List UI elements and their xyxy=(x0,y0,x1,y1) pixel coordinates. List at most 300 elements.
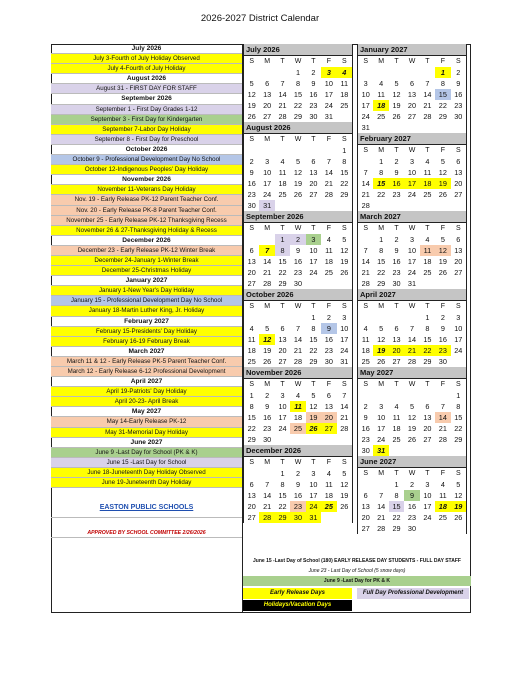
weekday-label: M xyxy=(378,381,385,388)
empty-day-cell xyxy=(358,312,373,323)
day-cell: 29 xyxy=(377,279,386,288)
day-cell: 4 xyxy=(425,157,430,166)
day-cell: 5 xyxy=(265,324,270,333)
day-cell: 5 xyxy=(295,157,301,166)
month-title: October 2026 xyxy=(244,289,352,301)
empty-day-cell xyxy=(321,200,336,211)
day-cell: 24 xyxy=(361,112,370,121)
empty-day-cell xyxy=(420,523,435,534)
day-cell: 15 xyxy=(423,335,432,344)
day-cell: 12 xyxy=(309,402,318,411)
day-cell: 19 xyxy=(293,179,303,188)
day-cell: 24 xyxy=(324,101,333,110)
event-item: March 11 & 12 - Early Release PK-5 Parent Teacher Conf. xyxy=(51,357,242,367)
day-cell: 16 xyxy=(293,491,303,500)
weekday-label: M xyxy=(378,303,385,310)
empty-day-cell xyxy=(373,122,388,133)
day-cell: 25 xyxy=(392,435,401,444)
day-cell: 8 xyxy=(394,491,399,500)
empty-day-cell xyxy=(275,434,290,445)
day-cell: 1 xyxy=(249,391,254,400)
day-cell: 3 xyxy=(409,235,415,244)
events-list xyxy=(51,44,243,613)
day-cell: 9 xyxy=(440,324,445,333)
event-item: December 25-Christmas Holiday xyxy=(51,266,242,276)
weekday-label: S xyxy=(363,303,369,310)
day-cell: 14 xyxy=(324,168,333,177)
event-item: Nov. 19 - Early Release PK-12 Parent Teacher Conf. xyxy=(51,195,242,205)
day-cell: 26 xyxy=(247,112,256,121)
day-cell: 20 xyxy=(263,101,272,110)
day-cell: 2 xyxy=(265,391,270,400)
day-cell: 17 xyxy=(454,335,463,344)
day-cell: 15 xyxy=(309,335,318,344)
day-cell: 19 xyxy=(435,178,450,189)
day-cell: 7 xyxy=(259,245,274,256)
day-cell: 4 xyxy=(394,402,399,411)
day-cell: 30 xyxy=(309,112,318,121)
empty-day-cell xyxy=(389,122,404,133)
day-cell: 18 xyxy=(278,179,287,188)
event-item: September 3 - First Day for Kindergarten xyxy=(51,115,242,125)
weekday-label: F xyxy=(326,58,331,65)
day-cell: 5 xyxy=(440,157,445,166)
day-cell: 19 xyxy=(263,346,272,355)
day-cell: 14 xyxy=(340,402,349,411)
event-item: November 11-Veterans Day Holiday xyxy=(51,185,242,195)
event-item: October 9 - Professional Development Day No School xyxy=(51,155,242,165)
day-cell: 15 xyxy=(435,89,450,100)
empty-day-cell xyxy=(321,145,336,156)
day-cell: 24 xyxy=(278,424,287,433)
day-cell: 2 xyxy=(394,157,399,166)
day-cell: 6 xyxy=(280,324,285,333)
empty-day-cell xyxy=(259,67,274,78)
day-cell: 25 xyxy=(340,101,349,110)
weekday-label: F xyxy=(440,381,445,388)
day-cell: 26 xyxy=(306,423,321,434)
month-day-grid xyxy=(358,301,466,367)
weekday-label: S xyxy=(363,225,369,232)
day-cell: 29 xyxy=(293,112,303,121)
weekday-label: T xyxy=(311,381,316,388)
day-cell: 4 xyxy=(249,324,254,333)
weekday-label: M xyxy=(378,225,385,232)
day-cell: 11 xyxy=(423,168,432,177)
day-cell: 13 xyxy=(263,90,272,99)
day-cell: 27 xyxy=(454,190,463,199)
weekday-label: M xyxy=(378,470,385,477)
month-title: June 2027 xyxy=(358,456,466,468)
day-cell: 16 xyxy=(309,90,318,99)
weekday-label: M xyxy=(264,303,271,310)
day-cell: 8 xyxy=(379,246,384,255)
empty-day-cell xyxy=(275,145,290,156)
empty-day-cell xyxy=(389,312,404,323)
day-cell: 12 xyxy=(340,246,349,255)
day-cell: 27 xyxy=(278,357,287,366)
day-cell: 15 xyxy=(278,257,287,266)
day-cell: 28 xyxy=(278,112,287,121)
day-cell: 22 xyxy=(392,513,401,522)
day-cell: 1 xyxy=(280,469,285,478)
day-cell: 15 xyxy=(278,491,287,500)
day-cell: 6 xyxy=(409,79,415,88)
day-cell: 7 xyxy=(379,491,384,500)
month-calendar xyxy=(243,289,353,367)
weekday-label: W xyxy=(408,58,416,65)
weekday-label: S xyxy=(341,136,347,143)
day-cell: 10 xyxy=(309,480,318,489)
empty-day-cell xyxy=(321,278,336,289)
weekday-label: S xyxy=(455,470,461,477)
month-day-grid xyxy=(358,56,466,133)
day-cell: 15 xyxy=(340,168,349,177)
day-cell: 24 xyxy=(377,435,386,444)
day-cell: 22 xyxy=(454,424,463,433)
day-cell: 12 xyxy=(438,168,447,177)
day-cell: 3 xyxy=(280,391,285,400)
day-cell: 19 xyxy=(340,257,349,266)
weekday-label: S xyxy=(341,459,347,466)
day-cell: 13 xyxy=(324,402,333,411)
day-cell: 14 xyxy=(407,335,417,344)
month-calendar xyxy=(357,289,467,367)
day-cell: 12 xyxy=(435,245,450,256)
day-cell: 21 xyxy=(361,190,370,199)
day-cell: 26 xyxy=(263,357,272,366)
day-cell: 29 xyxy=(247,435,256,444)
event-item: February 16-19 February Break xyxy=(51,337,242,347)
day-cell: 1 xyxy=(311,313,316,322)
day-cell: 13 xyxy=(247,491,256,500)
day-cell: 31 xyxy=(361,123,370,132)
day-cell: 8 xyxy=(456,402,461,411)
weekday-label: S xyxy=(455,303,461,310)
day-cell: 15 xyxy=(389,501,404,512)
empty-day-cell xyxy=(306,278,321,289)
day-cell: 20 xyxy=(454,179,463,188)
day-cell: 10 xyxy=(324,79,333,88)
day-cell: 21 xyxy=(278,101,287,110)
day-cell: 2 xyxy=(326,313,331,322)
empty-day-cell xyxy=(337,111,352,122)
day-cell: 20 xyxy=(278,346,287,355)
day-cell: 30 xyxy=(407,524,417,533)
day-cell: 27 xyxy=(309,190,318,199)
empty-day-cell xyxy=(358,390,373,401)
day-cell: 11 xyxy=(420,245,435,256)
empty-day-cell xyxy=(321,512,336,523)
day-cell: 12 xyxy=(454,491,463,500)
weekday-label: W xyxy=(294,303,302,310)
weekday-label: T xyxy=(425,470,430,477)
empty-day-cell xyxy=(306,434,321,445)
legend-full-day-pd: Full Day Professional Development xyxy=(357,588,469,599)
event-item: December 24-January 1-Winter Break xyxy=(51,256,242,266)
day-cell: 10 xyxy=(361,90,370,99)
day-cell: 12 xyxy=(392,90,401,99)
day-cell: 9 xyxy=(394,168,399,177)
weekday-label: W xyxy=(408,225,416,232)
day-cell: 1 xyxy=(456,391,461,400)
month-calendar xyxy=(243,445,353,523)
day-cell: 8 xyxy=(295,79,301,88)
day-cell: 30 xyxy=(392,279,401,288)
event-item: June 9 -Last Day for School (PK & K) xyxy=(51,448,242,458)
empty-day-cell xyxy=(244,145,259,156)
legend-early-release: Early Release Days xyxy=(243,588,352,599)
day-cell: 13 xyxy=(278,335,287,344)
empty-day-cell xyxy=(306,145,321,156)
month-day-grid xyxy=(358,379,466,456)
weekday-label: T xyxy=(425,58,430,65)
day-cell: 5 xyxy=(342,235,347,244)
day-cell: 17 xyxy=(278,413,287,422)
day-cell: 20 xyxy=(361,513,370,522)
day-cell: 16 xyxy=(324,335,333,344)
day-cell: 23 xyxy=(290,501,305,512)
day-cell: 11 xyxy=(247,335,256,344)
day-cell: 17 xyxy=(263,179,272,188)
weekday-label: S xyxy=(341,303,347,310)
event-item: June 18-Juneteenth Day Holiday Observed xyxy=(51,468,242,478)
day-cell: 14 xyxy=(278,90,287,99)
event-item: September 1 - First Day Grades 1-12 xyxy=(51,105,242,115)
day-cell: 12 xyxy=(340,480,349,489)
day-cell: 10 xyxy=(263,168,272,177)
month-day-grid xyxy=(244,223,352,289)
empty-day-cell xyxy=(389,445,404,456)
day-cell: 18 xyxy=(324,491,333,500)
day-cell: 7 xyxy=(425,79,430,88)
day-cell: 3 xyxy=(379,402,384,411)
event-item: Nov. 20 - Early Release PK-8 Parent Teacher Conf. xyxy=(51,206,242,216)
day-cell: 23 xyxy=(435,345,450,356)
month-day-grid xyxy=(244,379,352,445)
month-title: July 2026 xyxy=(244,44,352,56)
day-cell: 27 xyxy=(247,513,256,522)
day-cell: 15 xyxy=(377,257,386,266)
day-cell: 1 xyxy=(295,68,301,77)
day-cell: 27 xyxy=(392,357,401,366)
day-cell: 18 xyxy=(423,257,432,266)
day-cell: 6 xyxy=(249,246,254,255)
day-cell: 21 xyxy=(404,345,419,356)
day-cell: 13 xyxy=(454,168,463,177)
day-cell: 28 xyxy=(423,112,432,121)
day-cell: 31 xyxy=(373,445,388,456)
day-cell: 26 xyxy=(407,435,417,444)
approval-note: APPROVED BY SCHOOL COMMITTEE 2/26/2026 xyxy=(51,528,242,538)
day-cell: 29 xyxy=(278,279,287,288)
day-cell: 1 xyxy=(379,157,384,166)
day-cell: 15 xyxy=(293,90,303,99)
empty-day-cell xyxy=(373,67,388,78)
weekday-label: S xyxy=(249,136,255,143)
month-title: September 2026 xyxy=(244,211,352,223)
empty-day-cell xyxy=(435,278,450,289)
day-cell: 1 xyxy=(379,235,384,244)
day-cell: 21 xyxy=(423,101,432,110)
day-cell: 7 xyxy=(363,168,368,177)
day-cell: 21 xyxy=(438,424,447,433)
day-cell: 27 xyxy=(454,268,463,277)
empty-day-cell xyxy=(373,479,388,490)
document-title: 2026-2027 District Calendar xyxy=(200,13,320,24)
day-cell: 16 xyxy=(293,257,303,266)
month-calendar xyxy=(357,44,467,133)
day-cell: 1 xyxy=(435,67,450,78)
day-cell: 29 xyxy=(392,524,401,533)
day-cell: 19 xyxy=(392,101,401,110)
empty-day-cell xyxy=(451,122,466,133)
day-cell: 3 xyxy=(265,157,270,166)
day-cell: 18 xyxy=(373,100,388,111)
day-cell: 18 xyxy=(392,424,401,433)
day-cell: 22 xyxy=(278,502,287,511)
day-cell: 28 xyxy=(407,357,417,366)
month-calendar xyxy=(357,133,467,211)
empty-day-cell xyxy=(275,200,290,211)
day-cell: 9 xyxy=(394,246,399,255)
day-cell: 18 xyxy=(293,413,303,422)
day-cell: 6 xyxy=(425,402,430,411)
day-cell: 8 xyxy=(311,324,316,333)
day-cell: 20 xyxy=(389,345,404,356)
empty-day-cell xyxy=(404,390,419,401)
day-cell: 23 xyxy=(392,268,401,277)
day-cell: 23 xyxy=(293,268,303,277)
weekday-label: T xyxy=(425,147,430,154)
month-calendar xyxy=(357,456,467,534)
day-cell: 3 xyxy=(425,480,430,489)
day-cell: 2 xyxy=(290,234,305,245)
day-cell: 17 xyxy=(309,257,318,266)
empty-day-cell xyxy=(244,67,259,78)
day-cell: 15 xyxy=(373,178,388,189)
day-cell: 16 xyxy=(454,90,463,99)
day-cell: 14 xyxy=(293,335,303,344)
day-cell: 10 xyxy=(423,491,432,500)
empty-day-cell xyxy=(451,445,466,456)
day-cell: 25 xyxy=(324,268,333,277)
month-day-grid xyxy=(358,223,466,289)
day-cell: 28 xyxy=(259,512,274,523)
weekday-label: F xyxy=(440,58,445,65)
day-cell: 25 xyxy=(423,268,432,277)
day-cell: 13 xyxy=(392,335,401,344)
weekday-label: W xyxy=(294,58,302,65)
day-cell: 10 xyxy=(278,402,287,411)
day-cell: 25 xyxy=(321,501,336,512)
month-title: January 2027 xyxy=(358,44,466,56)
day-cell: 28 xyxy=(361,279,370,288)
month-heading: January 2027 xyxy=(51,276,242,286)
day-cell: 16 xyxy=(438,335,447,344)
weekday-label: T xyxy=(425,303,430,310)
weekday-label: T xyxy=(394,303,399,310)
day-cell: 13 xyxy=(423,413,432,422)
day-cell: 17 xyxy=(309,491,318,500)
day-cell: 26 xyxy=(438,268,447,277)
empty-day-cell xyxy=(358,67,373,78)
day-cell: 20 xyxy=(247,268,256,277)
day-cell: 3 xyxy=(363,79,368,88)
event-item: January 1-New Year's Day Holiday xyxy=(51,286,242,296)
day-cell: 1 xyxy=(425,313,430,322)
day-cell: 30 xyxy=(290,512,305,523)
day-cell: 4 xyxy=(326,469,331,478)
weekday-label: M xyxy=(264,225,271,232)
empty-day-cell xyxy=(435,122,450,133)
day-cell: 9 xyxy=(363,413,368,422)
day-cell: 7 xyxy=(342,391,347,400)
day-cell: 23 xyxy=(407,513,417,522)
day-cell: 10 xyxy=(377,413,386,422)
day-cell: 9 xyxy=(404,490,419,501)
day-cell: 19 xyxy=(407,424,417,433)
day-cell: 19 xyxy=(451,501,466,512)
day-cell: 10 xyxy=(407,168,417,177)
day-cell: 2 xyxy=(440,313,445,322)
day-cell: 4 xyxy=(363,324,368,333)
day-cell: 2 xyxy=(295,469,301,478)
weekday-label: T xyxy=(394,225,399,232)
day-cell: 13 xyxy=(361,502,370,511)
day-cell: 12 xyxy=(247,90,256,99)
weekday-label: W xyxy=(294,381,302,388)
day-cell: 31 xyxy=(407,279,417,288)
day-cell: 29 xyxy=(309,357,318,366)
day-cell: 3 xyxy=(311,469,316,478)
weekday-label: F xyxy=(440,147,445,154)
empty-day-cell xyxy=(358,234,373,245)
day-cell: 21 xyxy=(340,413,349,422)
day-cell: 22 xyxy=(377,190,386,199)
weekday-label: F xyxy=(440,470,445,477)
day-cell: 11 xyxy=(278,168,287,177)
day-cell: 11 xyxy=(392,413,401,422)
weekday-label: T xyxy=(280,58,285,65)
day-cell: 22 xyxy=(438,101,447,110)
day-cell: 21 xyxy=(377,513,386,522)
day-cell: 24 xyxy=(340,346,349,355)
day-cell: 12 xyxy=(293,168,303,177)
empty-day-cell xyxy=(337,512,352,523)
day-cell: 10 xyxy=(309,246,318,255)
empty-day-cell xyxy=(420,200,435,211)
day-cell: 11 xyxy=(325,246,333,255)
day-cell: 21 xyxy=(263,268,272,277)
weekday-label: S xyxy=(341,58,347,65)
weekday-label: W xyxy=(294,225,302,232)
month-heading: March 2027 xyxy=(51,347,242,357)
day-cell: 14 xyxy=(263,257,272,266)
empty-day-cell xyxy=(244,234,259,245)
day-cell: 28 xyxy=(340,424,349,433)
day-cell: 23 xyxy=(324,346,333,355)
day-cell: 7 xyxy=(280,79,285,88)
day-cell: 16 xyxy=(263,413,272,422)
day-cell: 30 xyxy=(361,446,370,455)
empty-day-cell xyxy=(451,523,466,534)
empty-day-cell xyxy=(420,390,435,401)
day-cell: 24 xyxy=(309,268,318,277)
month-day-grid xyxy=(244,457,352,523)
day-cell: 2 xyxy=(409,480,415,489)
empty-day-cell xyxy=(259,312,274,323)
